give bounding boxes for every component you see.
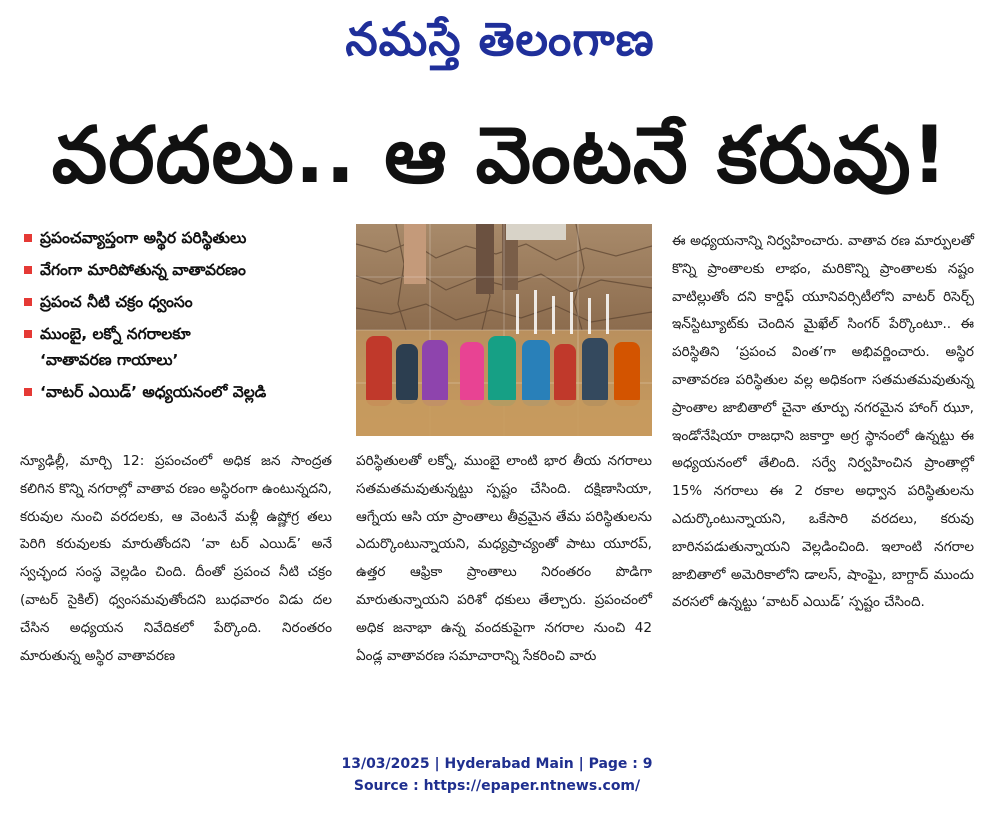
bullet-item: వేగంగా మారిపోతున్న వాతావరణం	[20, 260, 338, 280]
bullet-item: ప్రపంచ నీటి చక్రం ధ్వంసం	[20, 292, 338, 312]
article-column-3: ఈ అధ్యయనాన్ని నిర్వహించారు. వాతావ రణ మార్పులతో కొన్ని ప్రాంతాలకు లాభం, మరికొన్ని ప్రాంతాలకు నష్టం వాటిల్లుతోం దని కార్డిఫ్ యూనివర్సిటీలోని వాటర్ రిసెర్చ్ ఇన్‌స్టిట్యూట్‌కు చెందిన మైఖేల్ సింగర్ పేర్కొంటూ.. ఈ పరిస్థితిని ‘ప్రపంచ వింత’గా అభివర్ణించారు. అస్థిర వాతావరణ పరిస్థితుల వల్ల అధికంగా సతమతమవుతున్న ప్రాంతాల జాబితాలో చైనా తూర్పు నగరమైన హాంగ్ ఝూ, ఇండోనేషియా రాజధాని జకార్తా అగ్ర స్థానంలో ఉన్నట్టు ఈ అధ్యయనంలో తేలింది. సర్వే నిర్వహించిన ప్రాంతాల్లో 15% నగరాలు ఈ 2 రకాల అధ్వాన పరిస్థితులను ఎదుర్కొంటున్నాయని, ఒకేసారి వరదలు, కరువు బారినపడుతున్నాయని వెల్లడించింది. ఇలాంటి నగరాల జాబితాలో అమెరికాలోని డాలస్, షాంఘై, బాగ్దాద్ ముందు వరసలో ఉన్నట్టు ‘వాటర్ ఎయిడ్’ స్పష్టం చేసింది.	[672, 233, 974, 611]
red-square-icon	[24, 388, 32, 396]
footer-edition-info: 13/03/2025 | Hyderabad Main | Page : 9	[341, 756, 653, 772]
masthead-logo: నమస్తే తెలంగాణ	[345, 12, 655, 66]
footer-source: Source : https://epaper.ntnews.com/	[353, 778, 641, 794]
red-square-icon	[24, 266, 32, 274]
bullet-continuation: ‘వాతావరణ గాయాలు’	[40, 351, 179, 369]
article-column-2: పరిస్థితులతో లక్నో, ముంబై లాంటి భార తీయ నగరాలు సతమతమవుతున్నట్టు స్పష్టం చేసింది. దక్షిణాసియా, ఆగ్నేయ ఆసి యా ప్రాంతాలు తీవ్రమైన తేమ పరిస్థితులను ఎదుర్కొంటున్నాయని, మధ్యప్రాచ్యంతో పాటు యూరప్, ఉత్తర ఆఫ్రికా ప్రాంతాలు నిరంతరం పొడిగా మారుతున్నాయని పరిశో ధకులు తేల్చారు. ప్రపంచంలో అధిక జనాభా ఉన్న వందకుపైగా నగరాల నుంచి 42 ఏండ్ల వాతావరణ సమాచారాన్ని సేకరించి వారు	[356, 453, 652, 664]
article-column-1: న్యూఢిల్లీ, మార్చి 12: ప్రపంచంలో అధిక జన సాంద్రత కలిగిన కొన్ని నగరాల్లో వాతావ రణం అస్థిరంగా ఉంటున్నదని, కరువుల నుంచి వరదలకు, ఆ వెంటనే మళ్లీ ఉష్ణోగ్ర తలు పెరిగి కరువులకు మారుతోందని ‘వా టర్ ఎయిడ్’ అనే స్వచ్ఛంద సంస్థ వెల్లడిం చింది. దీంతో ప్రపంచ నీటి చక్రం (వాటర్ సైకిల్) ధ్వంసమవుతోందని బుధవారం విడు దల చేసిన అధ్యయన నివేదికలో పేర్కొంది. నిరంతరం మారుతున్న అస్థిర వాతావరణ	[20, 453, 332, 664]
bullet-item: ముంబై, లక్నో నగరాలకూ	[20, 324, 338, 344]
highlight-bullets	[20, 228, 338, 414]
news-photo	[356, 224, 652, 436]
red-square-icon	[24, 298, 32, 306]
headline: వరదలు.. ఆ వెంటనే కరువు!	[51, 111, 949, 201]
red-square-icon	[24, 330, 32, 338]
bullet-item: ‘వాటర్ ఎయిడ్’ అధ్యయనంలో వెల్లడి	[20, 382, 338, 402]
bullet-item: ప్రపంచవ్యాప్తంగా అస్థిర పరిస్థితులు	[20, 228, 338, 248]
red-square-icon	[24, 234, 32, 242]
